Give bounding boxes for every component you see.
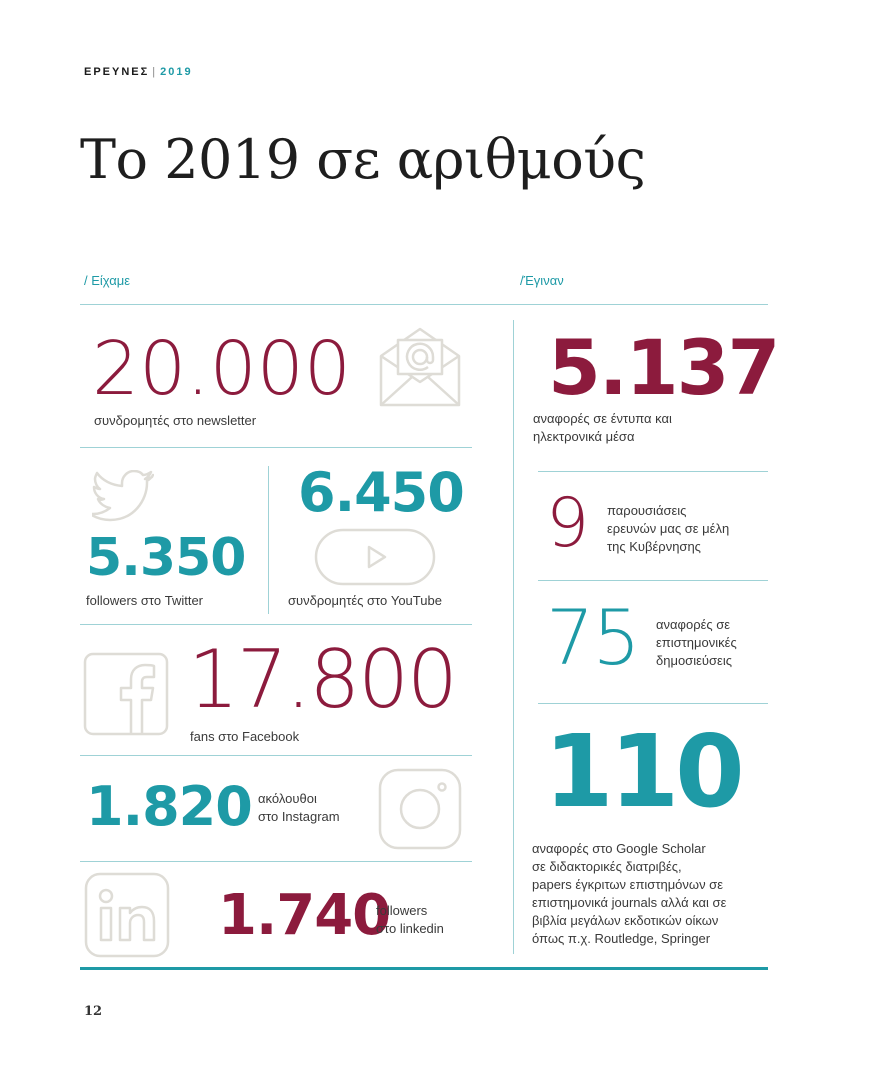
media-caption-line: ηλεκτρονικά μέσα bbox=[533, 429, 635, 444]
media-value: 5.137 bbox=[548, 323, 779, 412]
facebook-value: 17.800 bbox=[188, 633, 456, 726]
linkedin-caption bbox=[376, 902, 444, 938]
instagram-value: 1.820 bbox=[86, 775, 252, 838]
scholar-caption-line: σε διδακτορικές διατριβές, bbox=[532, 859, 682, 874]
publications-value: 75 bbox=[546, 593, 639, 682]
publications-caption-line: αναφορές σε bbox=[656, 617, 731, 632]
facebook-icon bbox=[83, 652, 169, 736]
page-title: Το 2019 σε αριθμούς bbox=[80, 128, 646, 191]
instagram-icon bbox=[378, 768, 462, 850]
publications-caption-line: επιστημονικές bbox=[656, 635, 737, 650]
twitter-caption: followers στο Twitter bbox=[86, 593, 204, 608]
divider bbox=[538, 703, 768, 704]
divider bbox=[80, 755, 472, 756]
divider bbox=[538, 471, 768, 472]
top-divider bbox=[80, 304, 768, 305]
instagram-caption-line: στο Instagram bbox=[258, 809, 340, 824]
publications-caption-line: δημοσιεύσεις bbox=[656, 653, 732, 668]
youtube-caption: συνδρομητές στο YouTube bbox=[288, 593, 442, 608]
right-column-heading: /Έγιναν bbox=[520, 273, 564, 288]
media-caption bbox=[533, 410, 672, 446]
government-caption-line: παρουσιάσεις bbox=[607, 503, 687, 518]
government-caption-line: ερευνών μας σε μέλη bbox=[607, 521, 730, 536]
publications-caption bbox=[656, 616, 737, 670]
facebook-caption: fans στο Facebook bbox=[190, 729, 300, 744]
bottom-rule bbox=[80, 967, 768, 970]
scholar-caption-line: αναφορές στο Google Scholar bbox=[532, 841, 706, 856]
header-section: ΕΡΕΥΝΕΣ bbox=[84, 66, 150, 78]
header-year: 2019 bbox=[160, 66, 193, 78]
linkedin-value: 1.740 bbox=[218, 883, 391, 948]
header-separator: | bbox=[152, 66, 158, 78]
scholar-caption-line: επιστημονικά journals αλλά και σε bbox=[532, 895, 727, 910]
linkedin-caption-line: στο linkedin bbox=[376, 921, 444, 936]
instagram-caption-line: ακόλουθοι bbox=[258, 791, 317, 806]
scholar-caption-line: βιβλία μεγάλων εκδοτικών οίκων bbox=[532, 913, 719, 928]
column-divider bbox=[513, 320, 514, 954]
divider bbox=[80, 624, 472, 625]
twitter-value: 5.350 bbox=[86, 528, 246, 588]
government-caption-line: της Κυβέρνησης bbox=[607, 539, 701, 554]
linkedin-caption-line: followers bbox=[376, 903, 428, 918]
envelope-icon bbox=[378, 326, 462, 408]
youtube-value: 6.450 bbox=[298, 461, 464, 524]
scholar-caption-line: όπως π.χ. Routledge, Springer bbox=[532, 931, 711, 946]
divider bbox=[538, 580, 768, 581]
page-number: 12 bbox=[84, 1004, 103, 1019]
divider bbox=[268, 466, 269, 614]
media-caption-line: αναφορές σε έντυπα και bbox=[533, 411, 672, 426]
newsletter-caption: συνδρομητές στο newsletter bbox=[94, 413, 257, 428]
scholar-caption bbox=[532, 840, 726, 948]
divider bbox=[80, 861, 472, 862]
scholar-caption-line: papers έγκριτων επιστημόνων σε bbox=[532, 877, 723, 892]
government-caption bbox=[607, 502, 729, 556]
newsletter-value: 20.000 bbox=[92, 326, 351, 412]
linkedin-icon bbox=[84, 872, 170, 958]
instagram-caption bbox=[258, 790, 340, 826]
government-value: 9 bbox=[546, 484, 590, 563]
running-header bbox=[84, 66, 193, 78]
scholar-value: 110 bbox=[544, 713, 741, 830]
divider bbox=[80, 447, 472, 448]
left-column-heading: / Είχαμε bbox=[84, 273, 131, 288]
youtube-play-icon bbox=[314, 528, 436, 586]
twitter-bird-icon bbox=[92, 470, 154, 524]
